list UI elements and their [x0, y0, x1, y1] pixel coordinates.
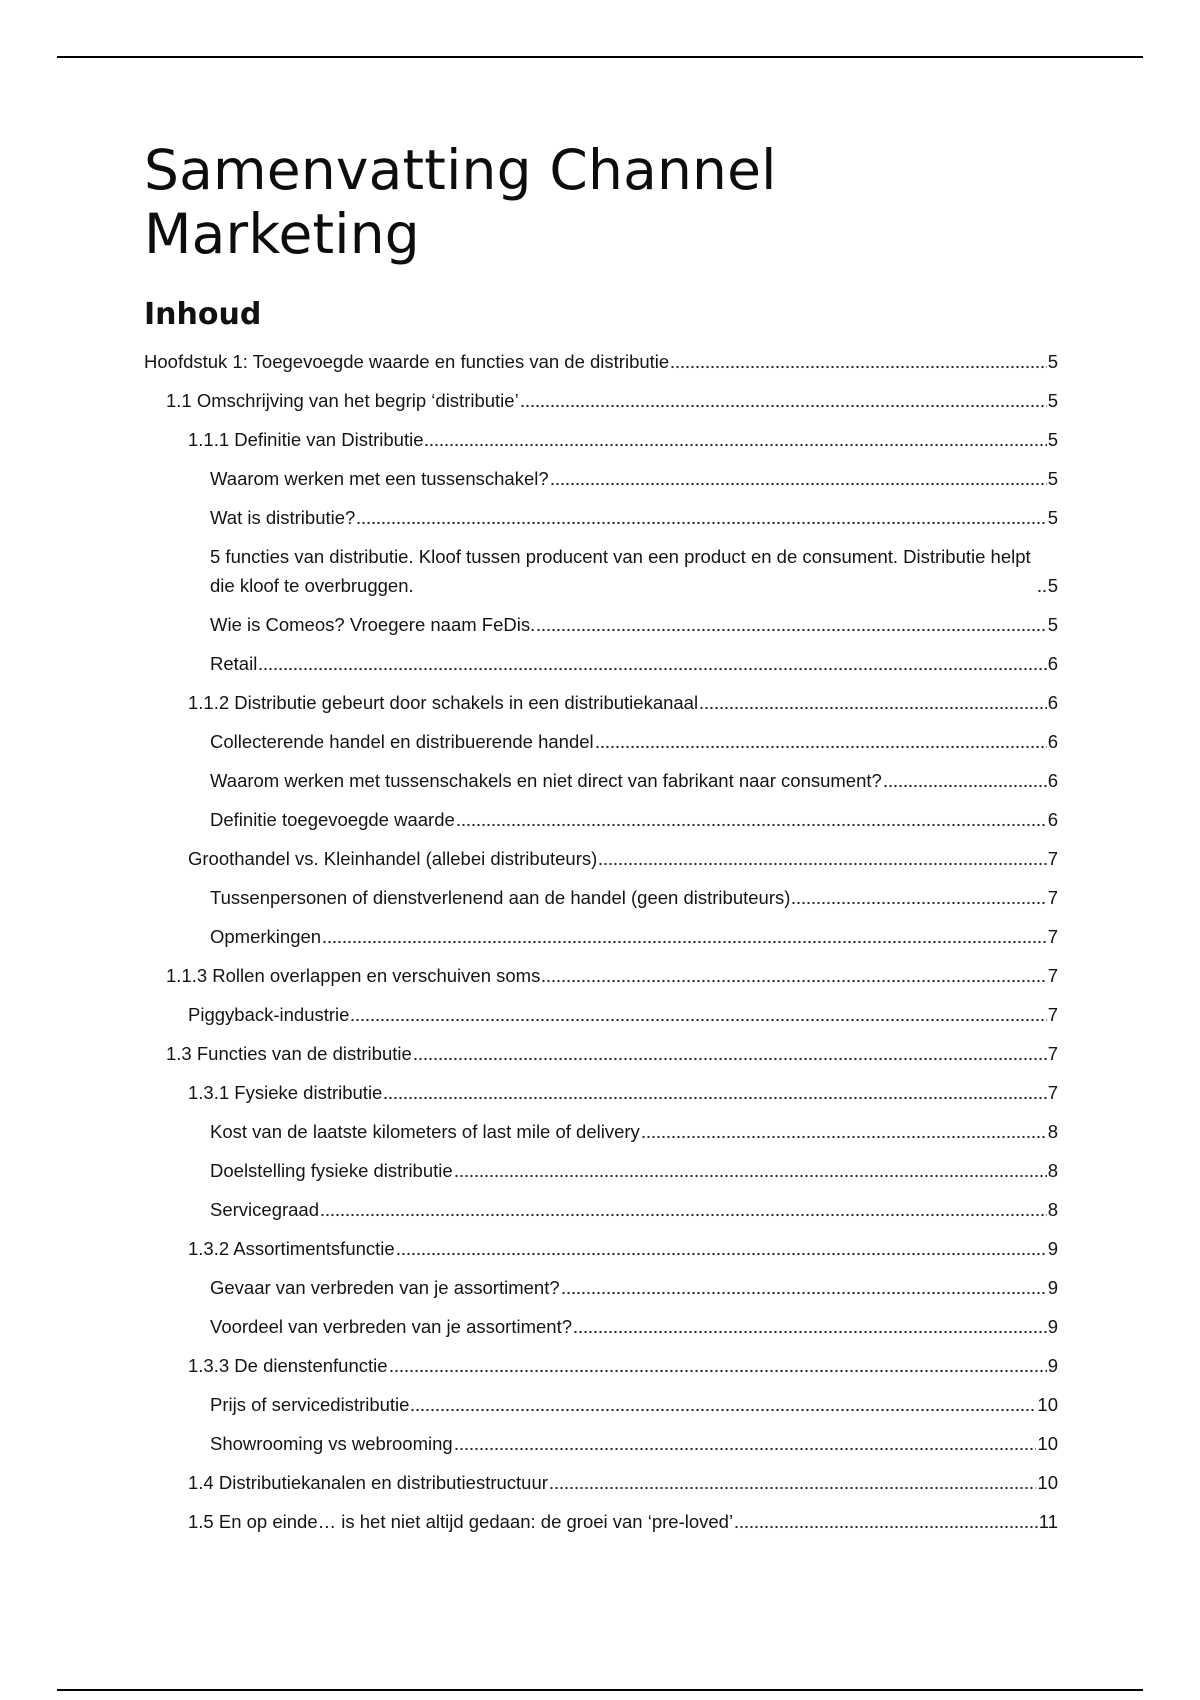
toc-entry[interactable]: [144, 425, 1058, 454]
toc-entry[interactable]: [144, 347, 1058, 376]
toc-entry-title: Kost van de laatste kilometers of last mile of delivery: [210, 1121, 640, 1142]
toc-dot-leader: [1037, 579, 1047, 593]
toc-entry[interactable]: [144, 1234, 1058, 1263]
toc-heading: Inhoud: [144, 297, 262, 332]
toc-entry-title: Showrooming vs webrooming: [210, 1433, 453, 1454]
toc-dot-leader: [573, 1320, 1047, 1334]
toc-page-number: 11: [1038, 1511, 1058, 1532]
toc-entry[interactable]: [144, 1273, 1058, 1302]
toc-entry[interactable]: [144, 1039, 1058, 1068]
toc-entry-title: Voordeel van verbreden van je assortiment?: [210, 1316, 572, 1337]
toc-entry[interactable]: [144, 1468, 1058, 1497]
toc-dot-leader: [541, 969, 1046, 983]
toc-entry-title: 1.3.1 Fysieke distributie: [188, 1082, 383, 1103]
bottom-rule: [57, 1689, 1143, 1691]
document-page: [144, 138, 1058, 1546]
toc-page-number: 7: [1047, 1043, 1058, 1064]
top-rule: [57, 56, 1143, 58]
toc-entry[interactable]: [144, 961, 1058, 990]
toc-entry-title: Servicegraad: [210, 1199, 320, 1220]
toc-entry[interactable]: [144, 1507, 1058, 1536]
toc-entry[interactable]: [144, 844, 1058, 873]
toc-page-number: 7: [1047, 887, 1058, 908]
toc-entry-title: 1.3 Functies van de distributie: [166, 1043, 412, 1064]
table-of-contents: [144, 347, 1058, 1536]
toc-page-number: 6: [1047, 731, 1058, 752]
toc-page-number: 10: [1037, 1433, 1058, 1454]
toc-entry[interactable]: [144, 542, 1058, 600]
toc-entry-title: Hoofdstuk 1: Toegevoegde waarde en functies van de distributie: [144, 351, 670, 372]
toc-dot-leader: [383, 1086, 1046, 1100]
toc-dot-leader: [424, 433, 1046, 447]
toc-page-number: 6: [1047, 809, 1058, 830]
toc-dot-leader: [350, 1008, 1046, 1022]
toc-entry[interactable]: [144, 386, 1058, 415]
toc-dot-leader: [883, 774, 1047, 788]
toc-entry-title: 1.1.2 Distributie gebeurt door schakels in een distributiekanaal: [188, 692, 699, 713]
toc-page-number: 5: [1047, 575, 1058, 596]
toc-entry[interactable]: [144, 1351, 1058, 1380]
toc-page-number: 10: [1037, 1394, 1058, 1415]
toc-entry-title: Doelstelling fysieke distributie: [210, 1160, 453, 1181]
toc-page-number: 5: [1047, 614, 1058, 635]
toc-entry-title: Tussenpersonen of dienstverlenend aan de handel (geen distributeurs): [210, 887, 791, 908]
toc-entry-title: Collecterende handel en distribuerende handel: [210, 731, 594, 752]
toc-entry[interactable]: [144, 1156, 1058, 1185]
toc-dot-leader: [520, 394, 1047, 408]
toc-entry[interactable]: [144, 1000, 1058, 1029]
toc-page-number: 9: [1047, 1277, 1058, 1298]
toc-dot-leader: [356, 511, 1046, 525]
toc-dot-leader: [595, 735, 1047, 749]
toc-entry-title: Prijs of servicedistributie: [210, 1394, 410, 1415]
toc-dot-leader: [322, 930, 1047, 944]
toc-entry-title: 1.3.2 Assortimentsfunctie: [188, 1238, 395, 1259]
toc-entry[interactable]: [144, 503, 1058, 532]
toc-entry-title: 1.1.1 Definitie van Distributie: [188, 429, 424, 450]
toc-page-number: 6: [1047, 692, 1058, 713]
toc-entry[interactable]: [144, 922, 1058, 951]
toc-entry[interactable]: [144, 1078, 1058, 1107]
toc-page-number: 8: [1047, 1160, 1058, 1181]
toc-entry-title: Definitie toegevoegde waarde: [210, 809, 455, 830]
toc-entry-title: 1.3.3 De dienstenfunctie: [188, 1355, 388, 1376]
toc-entry[interactable]: [144, 1195, 1058, 1224]
toc-entry[interactable]: [144, 1390, 1058, 1419]
toc-entry[interactable]: [144, 610, 1058, 639]
toc-dot-leader: [454, 1164, 1047, 1178]
toc-dot-leader: [734, 1515, 1038, 1529]
toc-entry[interactable]: [144, 688, 1058, 717]
toc-entry-title: Gevaar van verbreden van je assortiment?: [210, 1277, 560, 1298]
toc-page-number: 10: [1037, 1472, 1058, 1493]
toc-page-number: 7: [1047, 1004, 1058, 1025]
toc-dot-leader: [561, 1281, 1047, 1295]
toc-page-number: 5: [1047, 507, 1058, 528]
toc-dot-leader: [456, 813, 1047, 827]
toc-entry[interactable]: [144, 1117, 1058, 1146]
toc-entry[interactable]: [144, 649, 1058, 678]
toc-entry-title: 1.1 Omschrijving van het begrip ‘distributie’: [166, 390, 519, 411]
toc-page-number: 9: [1047, 1316, 1058, 1337]
document-title: Samenvatting Channel Marketing: [144, 138, 777, 266]
toc-dot-leader: [641, 1125, 1047, 1139]
toc-page-number: 5: [1047, 351, 1058, 372]
toc-entry-title: Waarom werken met tussenschakels en niet direct van fabrikant naar consument?: [210, 770, 882, 791]
toc-page-number: 7: [1047, 1082, 1058, 1103]
toc-page-number: 6: [1047, 653, 1058, 674]
toc-page-number: 8: [1047, 1121, 1058, 1142]
toc-dot-leader: [320, 1203, 1047, 1217]
toc-page-number: 9: [1047, 1355, 1058, 1376]
toc-entry-title: 1.1.3 Rollen overlappen en verschuiven soms: [166, 965, 541, 986]
toc-page-number: 7: [1047, 926, 1058, 947]
toc-entry[interactable]: [144, 1429, 1058, 1458]
toc-dot-leader: [536, 618, 1046, 632]
toc-entry-title: Opmerkingen: [210, 926, 322, 947]
toc-entry[interactable]: [144, 727, 1058, 756]
toc-entry[interactable]: [144, 1312, 1058, 1341]
toc-entry-title: Waarom werken met een tussenschakel?: [210, 468, 549, 489]
toc-dot-leader: [699, 696, 1047, 710]
toc-dot-leader: [549, 1476, 1037, 1490]
toc-page-number: 7: [1047, 848, 1058, 869]
toc-entry-title: Piggyback-industrie: [188, 1004, 350, 1025]
toc-dot-leader: [258, 657, 1046, 671]
toc-dot-leader: [396, 1242, 1047, 1256]
toc-dot-leader: [413, 1047, 1047, 1061]
toc-entry[interactable]: [144, 766, 1058, 795]
toc-dot-leader: [410, 1398, 1036, 1412]
toc-entry-title: Wie is Comeos? Vroegere naam FeDis.: [210, 614, 536, 635]
toc-dot-leader: [598, 852, 1046, 866]
toc-page-number: 8: [1047, 1199, 1058, 1220]
toc-page-number: 9: [1047, 1238, 1058, 1259]
toc-dot-leader: [670, 355, 1047, 369]
toc-entry-title: Wat is distributie?: [210, 507, 356, 528]
toc-entry-title: Retail: [210, 653, 258, 674]
toc-dot-leader: [454, 1437, 1037, 1451]
toc-entry[interactable]: [144, 805, 1058, 834]
toc-entry-title: 1.5 En op einde… is het niet altijd gedaan: de groei van ‘pre-loved’: [188, 1511, 734, 1532]
toc-entry[interactable]: [144, 883, 1058, 912]
toc-entry-title: 5 functies van distributie. Kloof tussen producent van een product en de consument. Distributie helpt die kloof te overbruggen.: [210, 546, 1031, 596]
toc-dot-leader: [550, 472, 1047, 486]
toc-entry-title: Groothandel vs. Kleinhandel (allebei distributeurs): [188, 848, 598, 869]
toc-page-number: 5: [1047, 468, 1058, 489]
toc-dot-leader: [791, 891, 1046, 905]
toc-page-number: 5: [1047, 429, 1058, 450]
toc-page-number: 6: [1047, 770, 1058, 791]
toc-page-number: 5: [1047, 390, 1058, 411]
toc-page-number: 7: [1047, 965, 1058, 986]
toc-dot-leader: [389, 1359, 1047, 1373]
toc-entry[interactable]: [144, 464, 1058, 493]
toc-entry-title: 1.4 Distributiekanalen en distributiestructuur: [188, 1472, 548, 1493]
